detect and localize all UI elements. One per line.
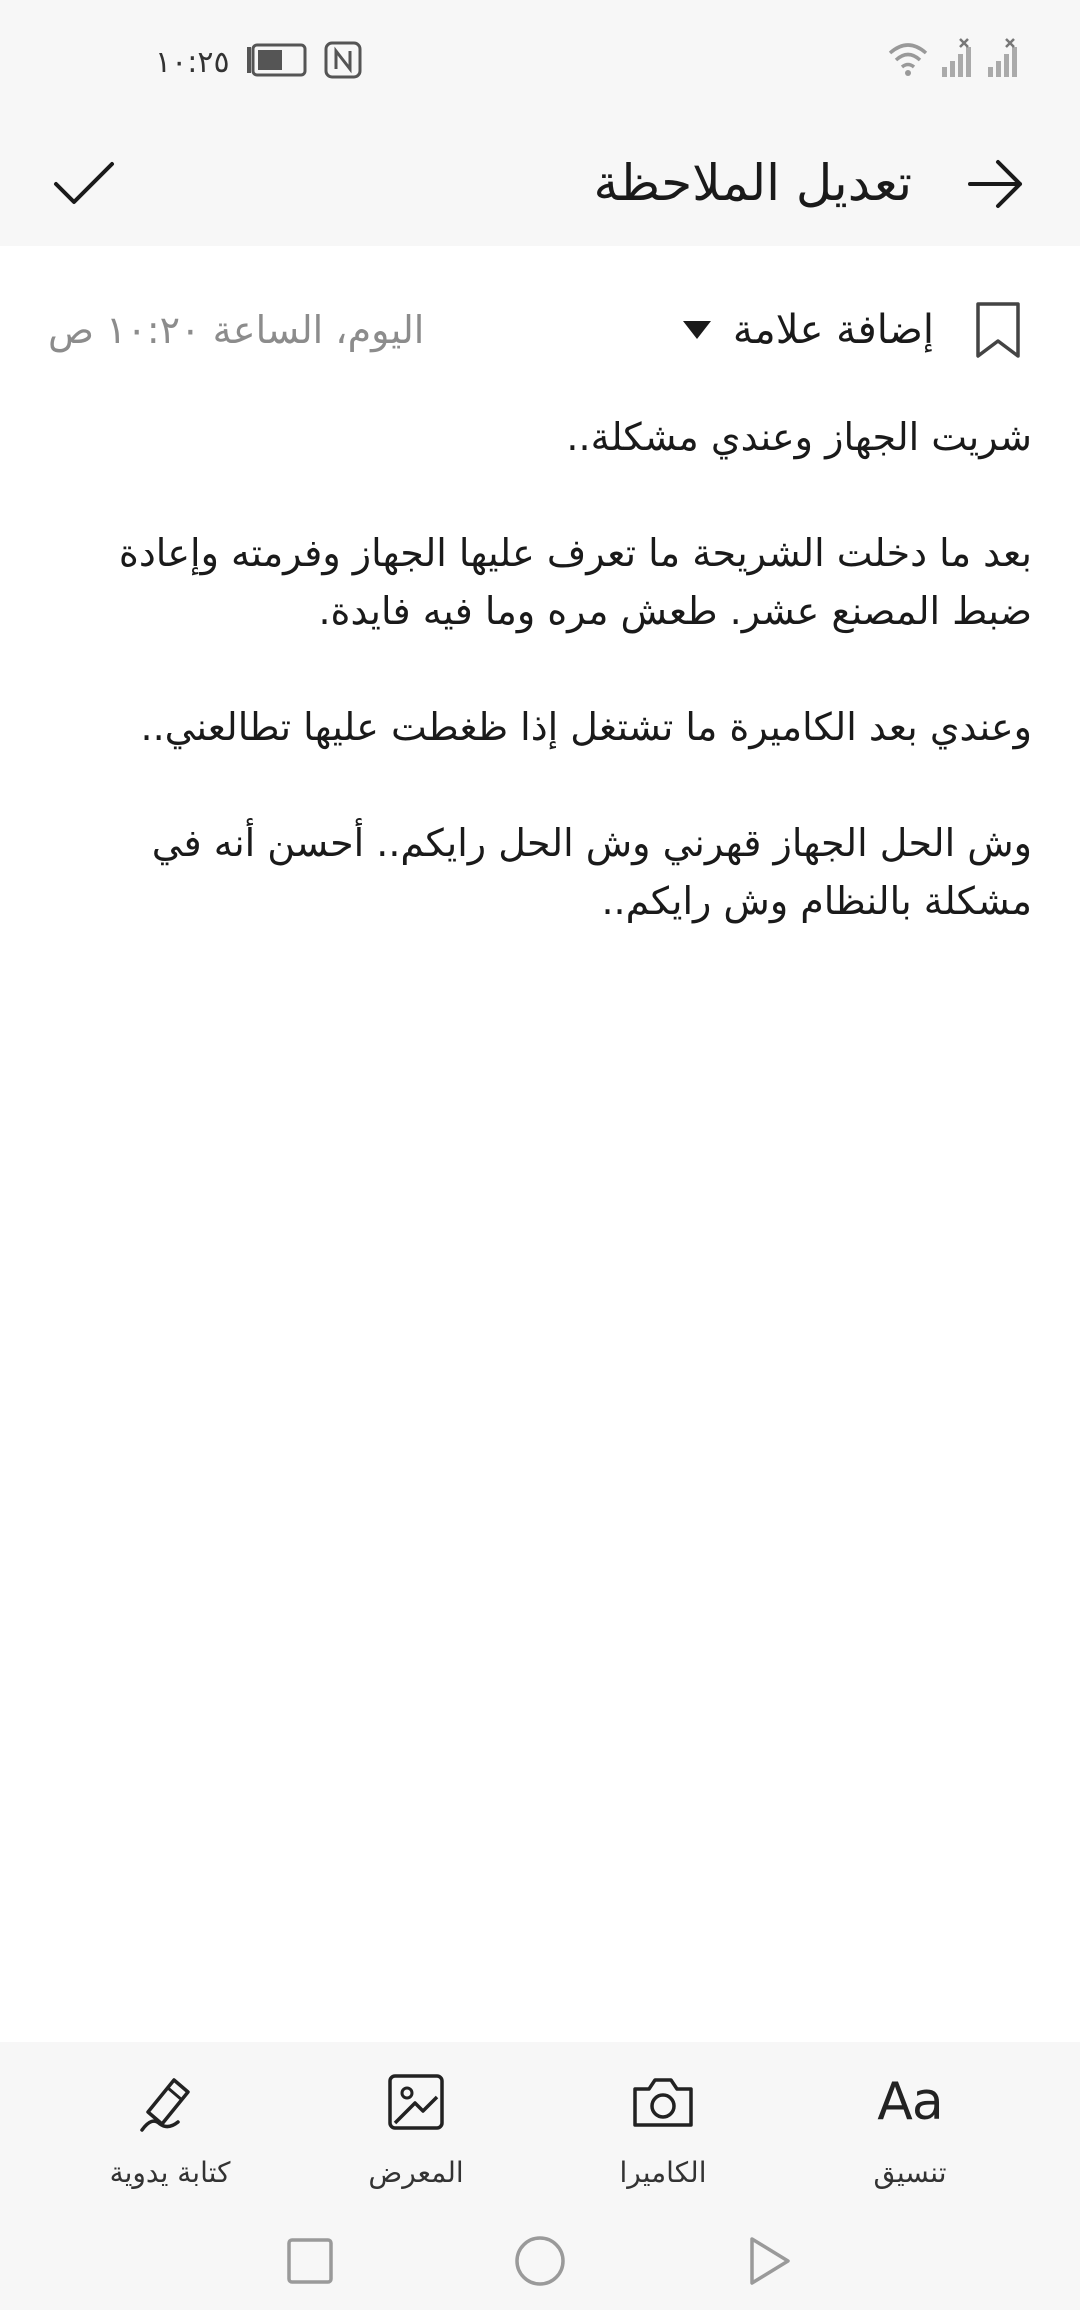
wifi-icon <box>886 39 930 81</box>
arrow-right-icon <box>966 158 1026 210</box>
note-editor[interactable] <box>48 408 1032 988</box>
bookmark-button[interactable] <box>968 298 1028 362</box>
status-left-group <box>155 40 362 84</box>
format-glyph: Aa <box>877 2072 943 2132</box>
gallery-label: المعرض <box>368 2156 464 2189</box>
format-text-icon <box>870 2062 950 2142</box>
confirm-button[interactable] <box>44 144 124 224</box>
add-tag-label: إضافة علامة <box>732 307 934 353</box>
format-label: تنسيق <box>873 2156 947 2189</box>
gallery-image-icon <box>376 2062 456 2142</box>
recents-square-icon <box>286 2237 334 2285</box>
back-triangle-icon <box>746 2235 794 2287</box>
recents-button[interactable] <box>270 2226 350 2296</box>
back-button[interactable] <box>956 144 1036 224</box>
battery-icon <box>246 43 308 81</box>
app-bar <box>0 120 1080 246</box>
note-paragraph: وعندي بعد الكاميرة ما تشتغل إذا ظغطت عليها تطالعني.. <box>140 705 1032 749</box>
add-tag-dropdown[interactable] <box>683 290 934 370</box>
camera-label: الكاميرا <box>619 2156 707 2189</box>
back-nav-button[interactable] <box>730 2226 810 2296</box>
status-bar <box>0 0 1080 120</box>
gallery-button[interactable] <box>316 2062 516 2222</box>
bookmark-icon <box>975 301 1021 359</box>
note-paragraph: وش الحل الجهاز قهرني وش الحل رايكم.. أحسن أنه في مشكلة بالنظام وش رايكم.. <box>151 821 1032 923</box>
status-right-group <box>886 38 1022 82</box>
nfc-icon <box>324 41 362 83</box>
note-paragraph: بعد ما دخلت الشريحة ما تعرف عليها الجهاز وفرمته وإعادة ضبط المصنع عشر. طعش مره وما فيه فايدة. <box>118 531 1032 633</box>
note-paragraph: شريت الجهاز وعندي مشكلة.. <box>566 415 1032 459</box>
format-button[interactable] <box>810 2062 1010 2222</box>
home-button[interactable] <box>500 2226 580 2296</box>
system-navigation-bar <box>0 2210 1080 2310</box>
page-title: تعديل الملاحظة <box>593 154 912 212</box>
note-meta-row <box>0 280 1080 380</box>
handwriting-button[interactable] <box>70 2062 270 2222</box>
signal-icon <box>986 37 1022 83</box>
pen-icon <box>130 2062 210 2142</box>
camera-button[interactable] <box>563 2062 763 2222</box>
handwriting-label: كتابة يدوية <box>109 2156 231 2189</box>
dropdown-arrow-icon <box>683 321 711 339</box>
status-time: ١٠:٢٥ <box>155 44 230 80</box>
home-circle-icon <box>513 2234 567 2288</box>
note-timestamp: اليوم، الساعة ١٠:٢٠ ص <box>48 308 425 352</box>
checkmark-icon <box>52 160 116 208</box>
signal-icon <box>940 37 976 83</box>
camera-icon <box>623 2062 703 2142</box>
